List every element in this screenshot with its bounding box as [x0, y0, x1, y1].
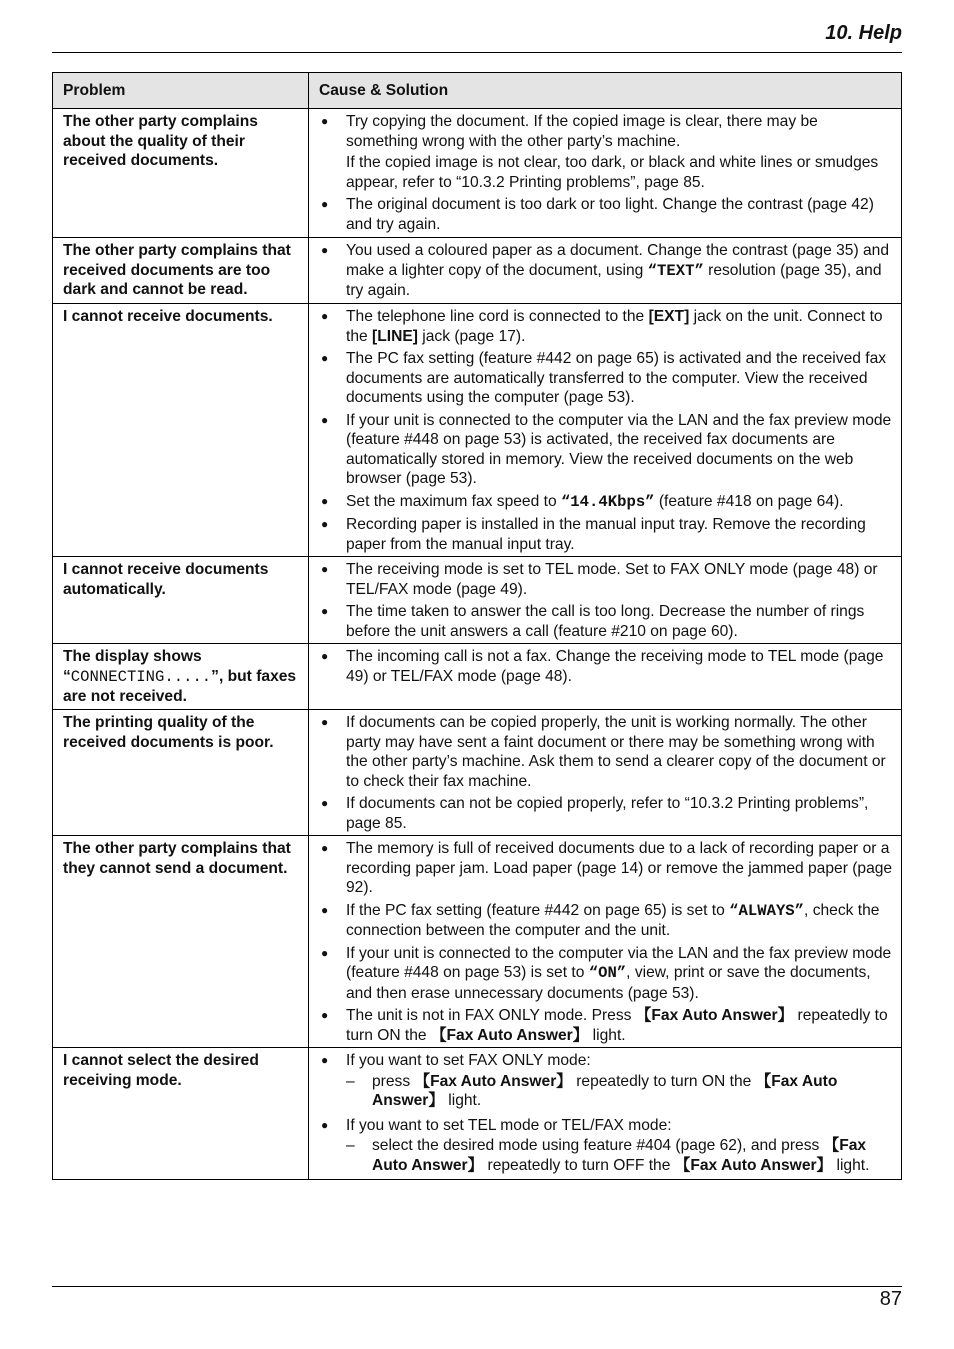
solution-text: select the desired mode using feature #404 (page 62), and press — [372, 1137, 824, 1154]
list-item — [319, 794, 893, 833]
solution-text: The telephone line cord is connected to the — [346, 308, 649, 325]
page-number: 87 — [879, 1288, 902, 1310]
list-item — [319, 112, 893, 192]
solution-text: repeatedly to turn OFF the — [483, 1156, 675, 1174]
list-item — [319, 713, 893, 791]
solution-cell — [309, 1048, 902, 1180]
bullet-icon: ● — [321, 841, 329, 855]
solution-text: If your unit is connected to the computer via the LAN and the fax preview mode (feature #448 on page 53) is activated, the received fax documents are automatically stored in memory. View the received documents on the web browser (page 53). — [346, 411, 892, 487]
bullet-icon: ● — [321, 114, 329, 128]
solution-text: Recording paper is installed in the manual input tray. Remove the recording paper from the manual input tray. — [346, 516, 866, 553]
list-item — [319, 195, 893, 234]
column-header-solution: Cause & Solution — [309, 73, 902, 109]
sub-list-item — [346, 1136, 893, 1175]
list-item — [319, 944, 893, 1004]
solution-text: The unit is not in FAX ONLY mode. Press — [346, 1007, 636, 1024]
list-item — [319, 1116, 893, 1178]
solution-text: , check the connection between the computer and the unit. — [346, 901, 880, 939]
solution-text: , view, print or save the documents, and then erase unnecessary documents (page 53). — [346, 964, 871, 1002]
fax-auto-answer-key-label: 【Fax Auto Answer】 — [372, 1072, 838, 1109]
bullet-icon: ● — [321, 562, 329, 576]
bullet-icon: ● — [321, 1008, 329, 1022]
bullet-icon: ● — [321, 243, 329, 257]
list-item — [319, 349, 893, 408]
solution-cell — [309, 644, 902, 710]
list-item — [319, 411, 893, 489]
list-item — [319, 647, 893, 686]
list-item — [319, 1006, 893, 1045]
problem-cell: The other party complains that received documents are too dark and cannot be read. — [53, 238, 309, 304]
display-code: “TEXT” — [647, 261, 704, 280]
display-code: “ON” — [588, 964, 627, 982]
bullet-icon: ● — [321, 197, 329, 211]
table-row — [53, 557, 902, 644]
header-rule — [52, 52, 902, 53]
solution-text: If your unit is connected to the computer via the LAN and the fax preview mode (feature #448 on page 53) is set to — [346, 944, 892, 981]
table-row — [53, 238, 902, 304]
list-item — [319, 307, 893, 346]
bullet-icon: ● — [321, 604, 329, 618]
solution-text: light. — [443, 1092, 482, 1109]
fax-auto-answer-key-label: 【Fax Auto Answer】 — [372, 1137, 867, 1174]
ext-key-label: [EXT] — [648, 308, 690, 325]
column-header-problem: Problem — [53, 73, 309, 109]
bullet-icon: ● — [321, 902, 329, 917]
table-row — [53, 836, 902, 1048]
problem-text: ”, but faxes are not received. — [63, 667, 297, 705]
fax-auto-answer-key-label: 【Fax Auto Answer】 — [430, 1026, 589, 1044]
solution-text: Try copying the document. If the copied image is clear, there may be something wrong with the other party’s machine. — [346, 113, 818, 150]
solution-text: resolution (page 35), and try again. — [346, 261, 882, 299]
problem-cell: I cannot receive documents. — [53, 304, 309, 557]
solution-cell — [309, 109, 902, 238]
solution-text: If documents can not be copied properly, refer to “10.3.2 Printing problems”, page 85. — [346, 795, 869, 832]
table-row — [53, 109, 902, 238]
solution-text: jack on the unit. Connect to the — [346, 308, 883, 345]
page-header-title: 10. Help — [825, 22, 902, 44]
display-code: CONNECTING..... — [70, 667, 212, 686]
bullet-icon: ● — [321, 1117, 329, 1132]
solution-text: The memory is full of received documents due to a lack of recording paper or a recording paper jam. Load paper (page 14) or remove the jammed paper (page 92). — [346, 840, 893, 896]
solution-cell — [309, 836, 902, 1048]
solution-text: The PC fax setting (feature #442 on page 65) is activated and the received fax documents are automatically transferred to the computer. View the received documents using the computer (page 53). — [346, 350, 887, 406]
list-item — [319, 492, 893, 513]
dash-icon: – — [346, 1137, 355, 1154]
list-item — [319, 241, 893, 301]
solution-text: The original document is too dark or too light. Change the contrast (page 42) and try again. — [346, 196, 874, 233]
table-row — [53, 304, 902, 557]
problem-cell: The other party complains that they cannot send a document. — [53, 836, 309, 1048]
bullet-icon: ● — [321, 412, 329, 427]
list-item — [319, 602, 893, 641]
bullet-icon: ● — [321, 517, 329, 531]
problem-cell — [53, 644, 309, 710]
table-row — [53, 710, 902, 836]
dash-icon: – — [346, 1072, 355, 1090]
problem-text: The display shows “ — [63, 648, 202, 685]
bullet-icon: ● — [321, 715, 329, 729]
problem-cell: The other party complains about the quality of their received documents. — [53, 109, 309, 238]
list-item — [319, 515, 893, 554]
solution-text: repeatedly to turn ON the — [571, 1072, 756, 1090]
bullet-icon: ● — [321, 309, 329, 323]
footer-rule — [52, 1286, 902, 1287]
list-item — [319, 560, 893, 599]
table-row — [53, 1048, 902, 1180]
solution-text: light. — [588, 1026, 626, 1044]
table-row — [53, 644, 902, 710]
display-code: “ALWAYS” — [729, 901, 805, 920]
solution-text: The time taken to answer the call is too long. Decrease the number of rings before the unit answers a call (feature #210 on page 60). — [346, 603, 865, 640]
solution-cell — [309, 304, 902, 557]
problem-cell: I cannot receive documents automatically. — [53, 557, 309, 644]
solution-cell — [309, 557, 902, 644]
solution-text: You used a coloured paper as a document. Change the contrast (page 35) and make a lighter copy of the document, using — [346, 242, 889, 279]
solution-text: If the PC fax setting (feature #442 on page 65) is set to — [346, 901, 730, 919]
fax-auto-answer-key-label: 【Fax Auto Answer】 — [414, 1072, 572, 1090]
solution-text: light. — [832, 1156, 870, 1174]
fax-auto-answer-key-label: 【Fax Auto Answer】 — [674, 1156, 833, 1174]
list-item — [319, 839, 893, 898]
bullet-icon: ● — [321, 945, 329, 960]
list-item — [319, 901, 893, 941]
bullet-icon: ● — [321, 1053, 329, 1067]
solution-text: If the copied image is not clear, too dark, or black and white lines or smudges appear, refer to “10.3.2 Printing problems”, page 85. — [346, 154, 879, 191]
solution-text: Set the maximum fax speed to — [346, 492, 561, 510]
solution-text: The receiving mode is set to TEL mode. Set to FAX ONLY mode (page 48) or TEL/FAX mode (page 49). — [346, 561, 878, 598]
solution-text: press — [372, 1072, 415, 1090]
fax-auto-answer-key-label: 【Fax Auto Answer】 — [635, 1007, 794, 1024]
problem-cell: I cannot select the desired receiving mode. — [53, 1048, 309, 1180]
bullet-icon: ● — [321, 493, 329, 508]
line-key-label: [LINE] — [372, 327, 418, 345]
bullet-icon: ● — [321, 649, 329, 663]
solution-text: (feature #418 on page 64). — [654, 492, 844, 510]
display-code: “14.4Kbps” — [560, 492, 655, 511]
solution-text: The incoming call is not a fax. Change the receiving mode to TEL mode (page 49) or TEL/FAX mode (page 48). — [346, 648, 884, 685]
bullet-icon: ● — [321, 351, 329, 365]
problem-cell: The printing quality of the received documents is poor. — [53, 710, 309, 836]
list-item — [319, 1051, 893, 1113]
solution-text: If documents can be copied properly, the unit is working normally. The other party may have sent a faint document or there may be something wrong with the other party’s machine. Ask them to send a clearer copy of the document or to check their fax machine. — [346, 714, 886, 790]
sub-list-item — [346, 1072, 893, 1111]
solution-text: jack (page 17). — [417, 327, 526, 345]
solution-cell — [309, 710, 902, 836]
table-header-row — [53, 73, 902, 109]
solution-text: If you want to set FAX ONLY mode: — [346, 1052, 591, 1069]
solution-cell — [309, 238, 902, 304]
solution-text: If you want to set TEL mode or TEL/FAX mode: — [346, 1116, 672, 1134]
bullet-icon: ● — [321, 796, 329, 810]
solution-text: repeatedly to turn ON the — [346, 1007, 888, 1044]
troubleshooting-table — [52, 72, 902, 1180]
